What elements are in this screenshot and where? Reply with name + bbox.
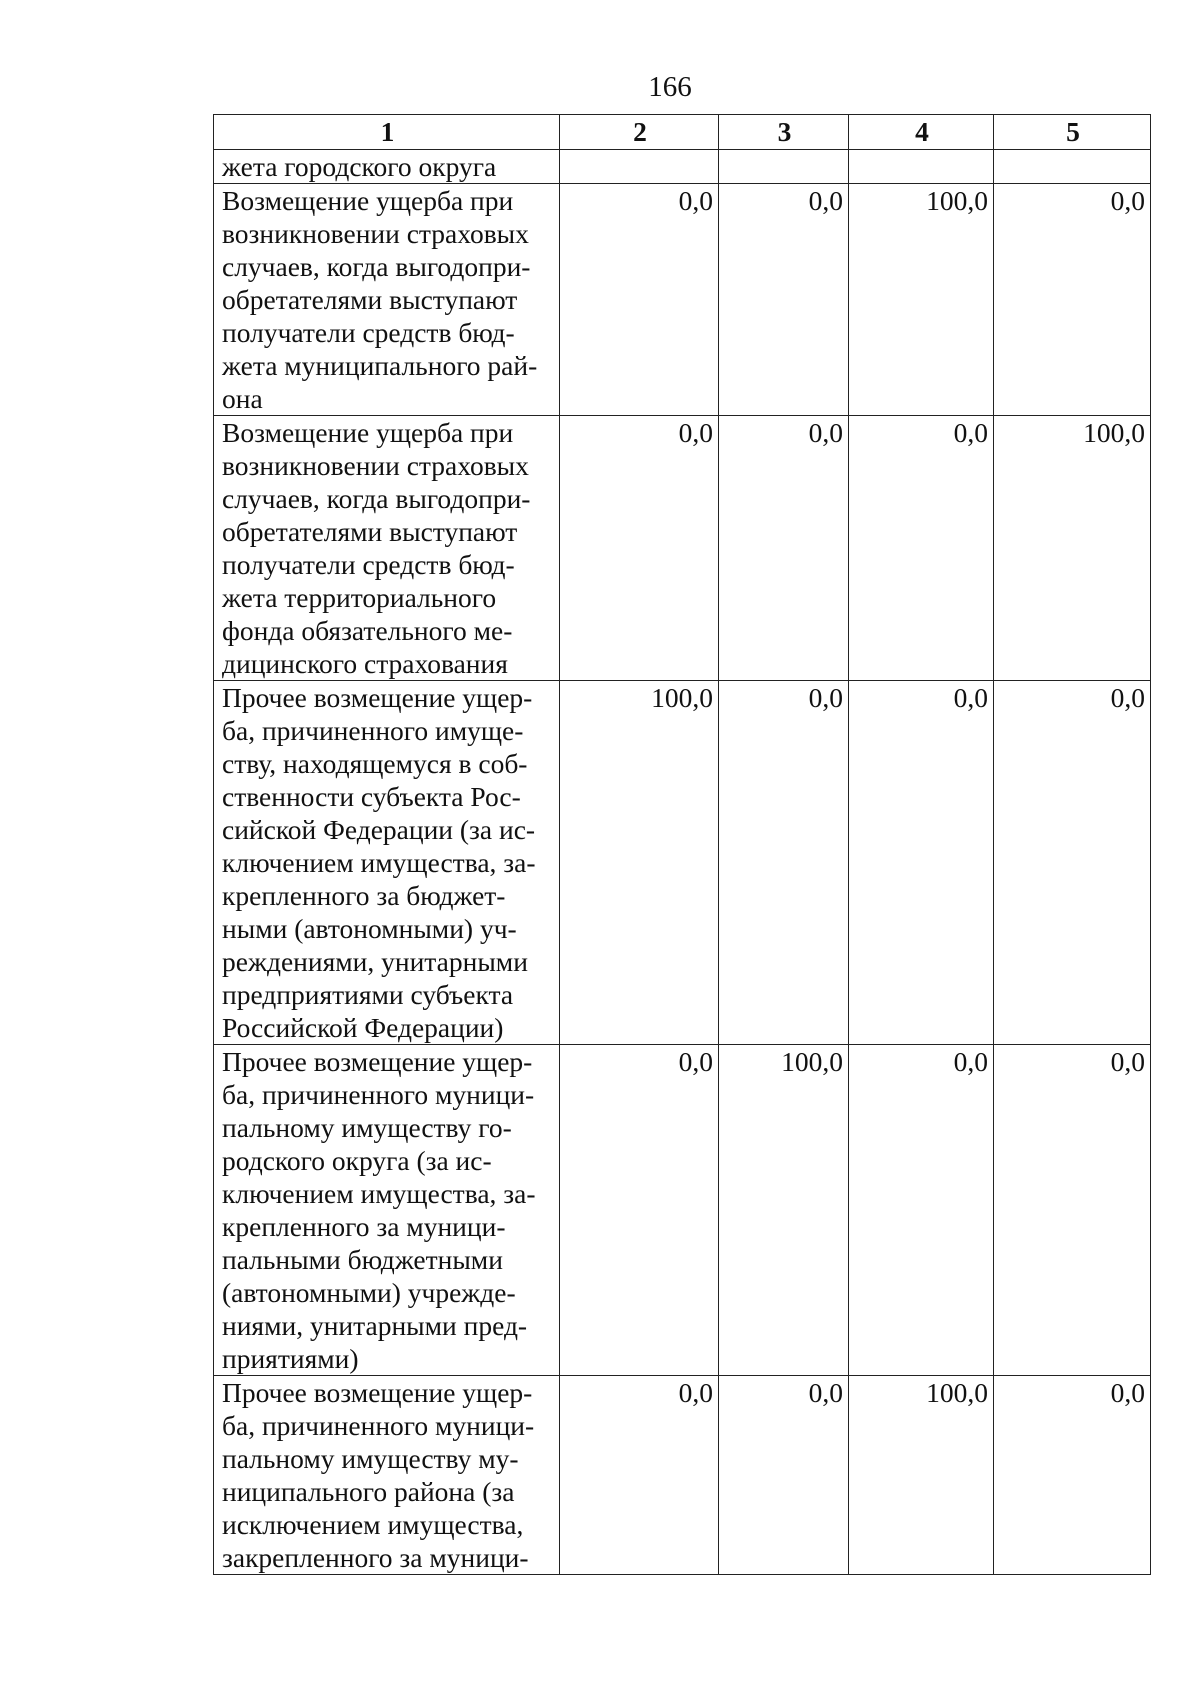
- column-header-4: 4: [849, 115, 994, 150]
- row-description: Прочее возмещение ущер- ба, причиненного муници- пальному имуществу го- родского округа (за ис- ключением имущества, за- крепленного за муници- пальными бюджетными (автономными) учрежде- ниями, унитарными пред- приятиями): [214, 1045, 560, 1376]
- table-row: [214, 1376, 1151, 1575]
- table-row: [214, 416, 1151, 681]
- table-row: [214, 681, 1151, 1045]
- table-header-row: [214, 115, 1151, 150]
- value-col-3: 100,0: [719, 1045, 849, 1376]
- row-description: Возмещение ущерба при возникновении страховых случаев, когда выгодопри- обретателями выступают получатели средств бюд- жета территориального фонда обязательного ме- дицинского страхования: [214, 416, 560, 681]
- value-col-4: 0,0: [849, 416, 994, 681]
- value-col-3: 0,0: [719, 1376, 849, 1575]
- row-description: Прочее возмещение ущер- ба, причиненного муници- пальному имуществу му- ниципального района (за исключением имущества, закрепленного за муници-: [214, 1376, 560, 1575]
- value-col-2: 100,0: [560, 681, 719, 1045]
- value-col-2: 0,0: [560, 416, 719, 681]
- value-col-3: 0,0: [719, 681, 849, 1045]
- value-col-4: 0,0: [849, 681, 994, 1045]
- value-col-2: 0,0: [560, 1045, 719, 1376]
- value-col-4: 100,0: [849, 184, 994, 416]
- value-col-2: 0,0: [560, 1376, 719, 1575]
- column-header-5: 5: [994, 115, 1151, 150]
- value-col-5: 0,0: [994, 184, 1151, 416]
- data-table: [213, 114, 1151, 1575]
- value-col-4: 100,0: [849, 1376, 994, 1575]
- table-row: [214, 150, 1151, 184]
- value-col-4: [849, 150, 994, 184]
- value-col-5: [994, 150, 1151, 184]
- row-description: Прочее возмещение ущер- ба, причиненного имуще- ству, находящемуся в соб- ственности субъекта Рос- сийской Федерации (за ис- ключением имущества, за- крепленного за бюджет- ными (автономными) уч- реждениями, унитарными предприятиями субъекта Российской Федерации): [214, 681, 560, 1045]
- value-col-3: 0,0: [719, 184, 849, 416]
- table-row: [214, 1045, 1151, 1376]
- column-header-1: 1: [214, 115, 560, 150]
- value-col-2: 0,0: [560, 184, 719, 416]
- page-number: 166: [648, 71, 692, 103]
- value-col-3: [719, 150, 849, 184]
- column-header-2: 2: [560, 115, 719, 150]
- table-row: [214, 184, 1151, 416]
- row-description: Возмещение ущерба при возникновении страховых случаев, когда выгодопри- обретателями выступают получатели средств бюд- жета муниципального рай- она: [214, 184, 560, 416]
- column-header-3: 3: [719, 115, 849, 150]
- value-col-5: 0,0: [994, 1376, 1151, 1575]
- value-col-3: 0,0: [719, 416, 849, 681]
- value-col-5: 100,0: [994, 416, 1151, 681]
- value-col-5: 0,0: [994, 1045, 1151, 1376]
- value-col-4: 0,0: [849, 1045, 994, 1376]
- value-col-5: 0,0: [994, 681, 1151, 1045]
- row-description: жета городского округа: [214, 150, 560, 184]
- value-col-2: [560, 150, 719, 184]
